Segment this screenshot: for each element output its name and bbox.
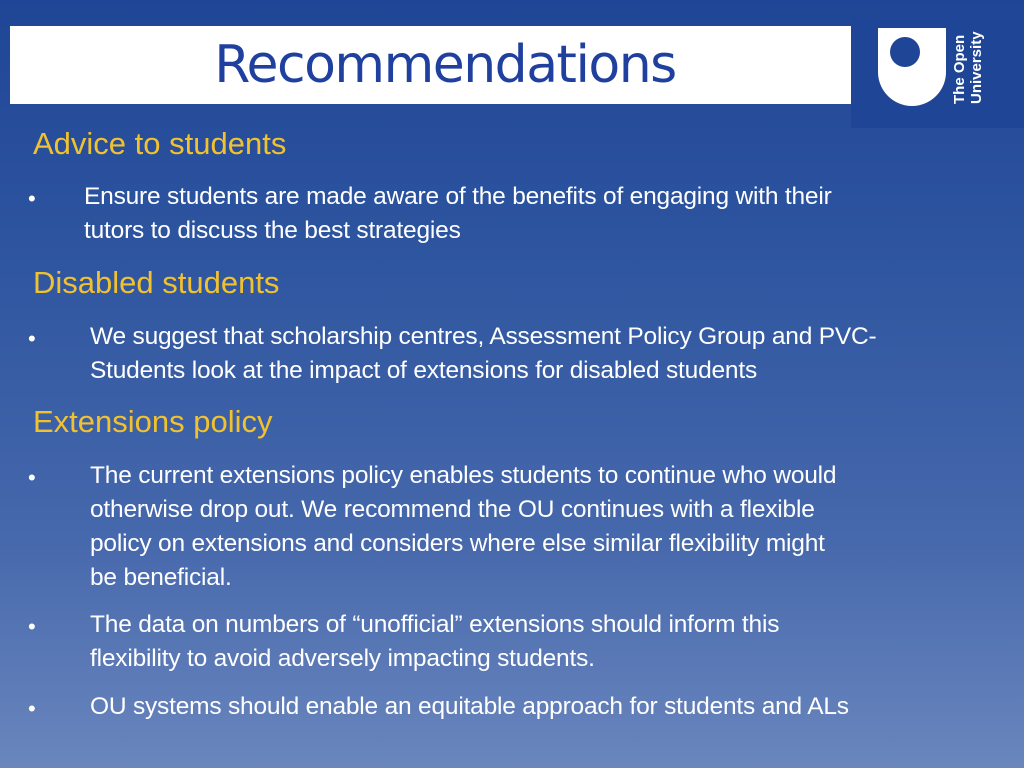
list-item-extensions-2 [90, 608, 779, 676]
logo-line-1: The Open [951, 34, 968, 104]
list-item-line: policy on extensions and considers where else similar flexibility might [90, 530, 825, 557]
list-item-extensions-3 [90, 690, 849, 724]
section-heading-advice: Advice to students [33, 126, 287, 161]
bullet-marker: • [28, 186, 36, 211]
title-box [10, 26, 863, 104]
section-heading-extensions: Extensions policy [33, 404, 273, 439]
list-item-line: otherwise drop out. We recommend the OU continues with a flexible [90, 496, 815, 523]
slide-title: Recommendations [214, 35, 676, 95]
list-item-line: OU systems should enable an equitable approach for students and ALs [90, 693, 849, 720]
open-university-logo [851, 18, 1024, 128]
list-item-line: Students look at the impact of extensions for disabled students [90, 357, 758, 384]
list-item-line: Ensure students are made aware of the benefits of engaging with their [84, 183, 832, 210]
list-item-line: We suggest that scholarship centres, Assessment Policy Group and PVC- [90, 323, 877, 350]
bullet-marker: • [28, 326, 36, 351]
section-heading-disabled: Disabled students [33, 265, 280, 300]
logo-line-2: University [968, 31, 985, 104]
list-item-line: tutors to discuss the best strategies [84, 217, 461, 244]
bullet-marker: • [28, 465, 36, 490]
open-university-shield-icon [878, 28, 946, 106]
list-item-extensions-1 [90, 459, 836, 595]
list-item-line: be beneficial. [90, 564, 232, 591]
list-item-advice-1 [84, 180, 832, 248]
bullet-marker: • [28, 696, 36, 721]
list-item-disabled-1 [90, 320, 876, 388]
bullet-marker: • [28, 614, 36, 639]
list-item-line: The current extensions policy enables students to continue who would [90, 462, 837, 489]
logo-wordmark [951, 14, 985, 104]
list-item-line: The data on numbers of “unofficial” extensions should inform this [90, 611, 780, 638]
list-item-line: flexibility to avoid adversely impacting students. [90, 645, 595, 672]
